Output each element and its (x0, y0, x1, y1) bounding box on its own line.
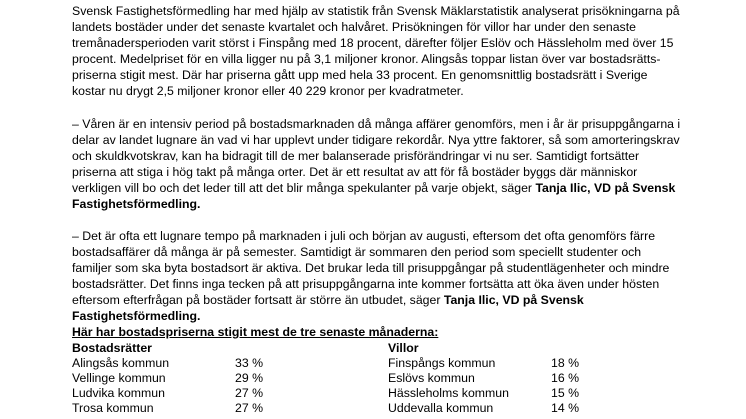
price-increase: 33 % (235, 356, 264, 370)
bostadsratter-list (72, 356, 272, 416)
municipality-name: Hässleholms kommun (388, 386, 509, 400)
municipality-name: Eslövs kommun (388, 371, 475, 385)
table-row (388, 386, 588, 401)
price-increase: 16 % (551, 371, 580, 385)
quote-paragraph-1 (72, 116, 682, 213)
intro-paragraph (72, 3, 682, 100)
quote-2-body (72, 228, 682, 325)
table-row (72, 371, 272, 386)
bostadsratter-header: Bostadsrätter (72, 341, 152, 355)
quote-2-text: – Det är ofta ett lugnare tempo på marknaden i juli och början av augusti, eftersom det ofta genomförs färre bostadsaffärer då många är på semester. Samtidigt är sommaren den period som speciellt studenter och familjer som ska byta bostadsort är aktiva. Det brukar leda till prisuppgångar på studentlägenheter och mindre bostadsrätter. Det finns inga tecken på att prisuppgångarna inte kommer fortsätta att öka även under hösten eftersom efterfrågan på bostäder fortsatt är större än utbudet, säger (72, 229, 670, 308)
municipality-name: Alingsås kommun (72, 356, 170, 370)
table-row (72, 401, 272, 416)
municipality-name: Finspångs kommun (388, 356, 496, 370)
table-row (388, 401, 588, 416)
table-row (388, 356, 588, 371)
intro-text: Svensk Fastighetsförmedling har med hjälp av statistik från Svensk Mäklarstatistik analyserat prisökningarna på landets bostäder under det senaste kvartalet och halvåret. Prisökningen för villor har under den senaste tremånadersperioden varit störst i Finspång med 18 procent, därefter följer Eslöv och Hässleholm med över 15 procent. Medelpriset för en villa ligger nu på 3,1 miljoner kronor. Alingsås toppar listan över var bostadsrätts-priserna stigit mest. Där har priserna gått upp med hela 33 procent. En genomsnittlig bostadsrätt i Sverige kostar nu drygt 2,5 miljoner kronor eller 40 229 kronor per kvadratmeter. (72, 4, 680, 99)
quote-1-speaker: Tanja Ilic, VD på Svensk Fastighetsförmedling. (72, 181, 676, 212)
quote-paragraph-2 (72, 228, 682, 325)
price-increase: 15 % (551, 386, 580, 400)
price-increase: 27 % (235, 401, 264, 415)
table-row (72, 356, 272, 371)
municipality-name: Uddevalla kommun (388, 401, 494, 415)
quote-1-body (72, 116, 682, 213)
municipality-name: Ludvika kommun (72, 386, 165, 400)
table-heading: Här har bostadspriserna stigit mest de tre senaste månaderna: (72, 325, 439, 339)
table-row (388, 371, 588, 386)
price-increase: 27 % (235, 386, 264, 400)
municipality-name: Trosa kommun (72, 401, 154, 415)
villor-list (388, 356, 588, 416)
quote-1-text: – Våren är en intensiv period på bostadsmarknaden då många affärer genomförs, men i år är prisuppgångarna i delar av landet lugnare än vad vi har upplevt under tidigare rekordår. Nya yttre faktorer, så som amorteringskrav och skuldkvotskrav, kan ha bidragit till de mer balanserade prisförändringar vi nu ser. Samtidigt fortsätter priserna att stiga i hög takt på många orter. Det är ett resultat av att för få bostäder byggs där människor verkligen vill bo och det leder till att det blir många spekulanter på varje objekt, säger (72, 117, 681, 196)
municipality-name: Vellinge kommun (72, 371, 166, 385)
villor-header: Villor (388, 341, 419, 355)
table-row (72, 386, 272, 401)
price-increase: 29 % (235, 371, 264, 385)
price-increase: 14 % (551, 401, 580, 415)
quote-2-speaker: Tanja Ilic, VD på Svensk Fastighetsförmedling. (72, 293, 584, 324)
price-increase: 18 % (551, 356, 580, 370)
